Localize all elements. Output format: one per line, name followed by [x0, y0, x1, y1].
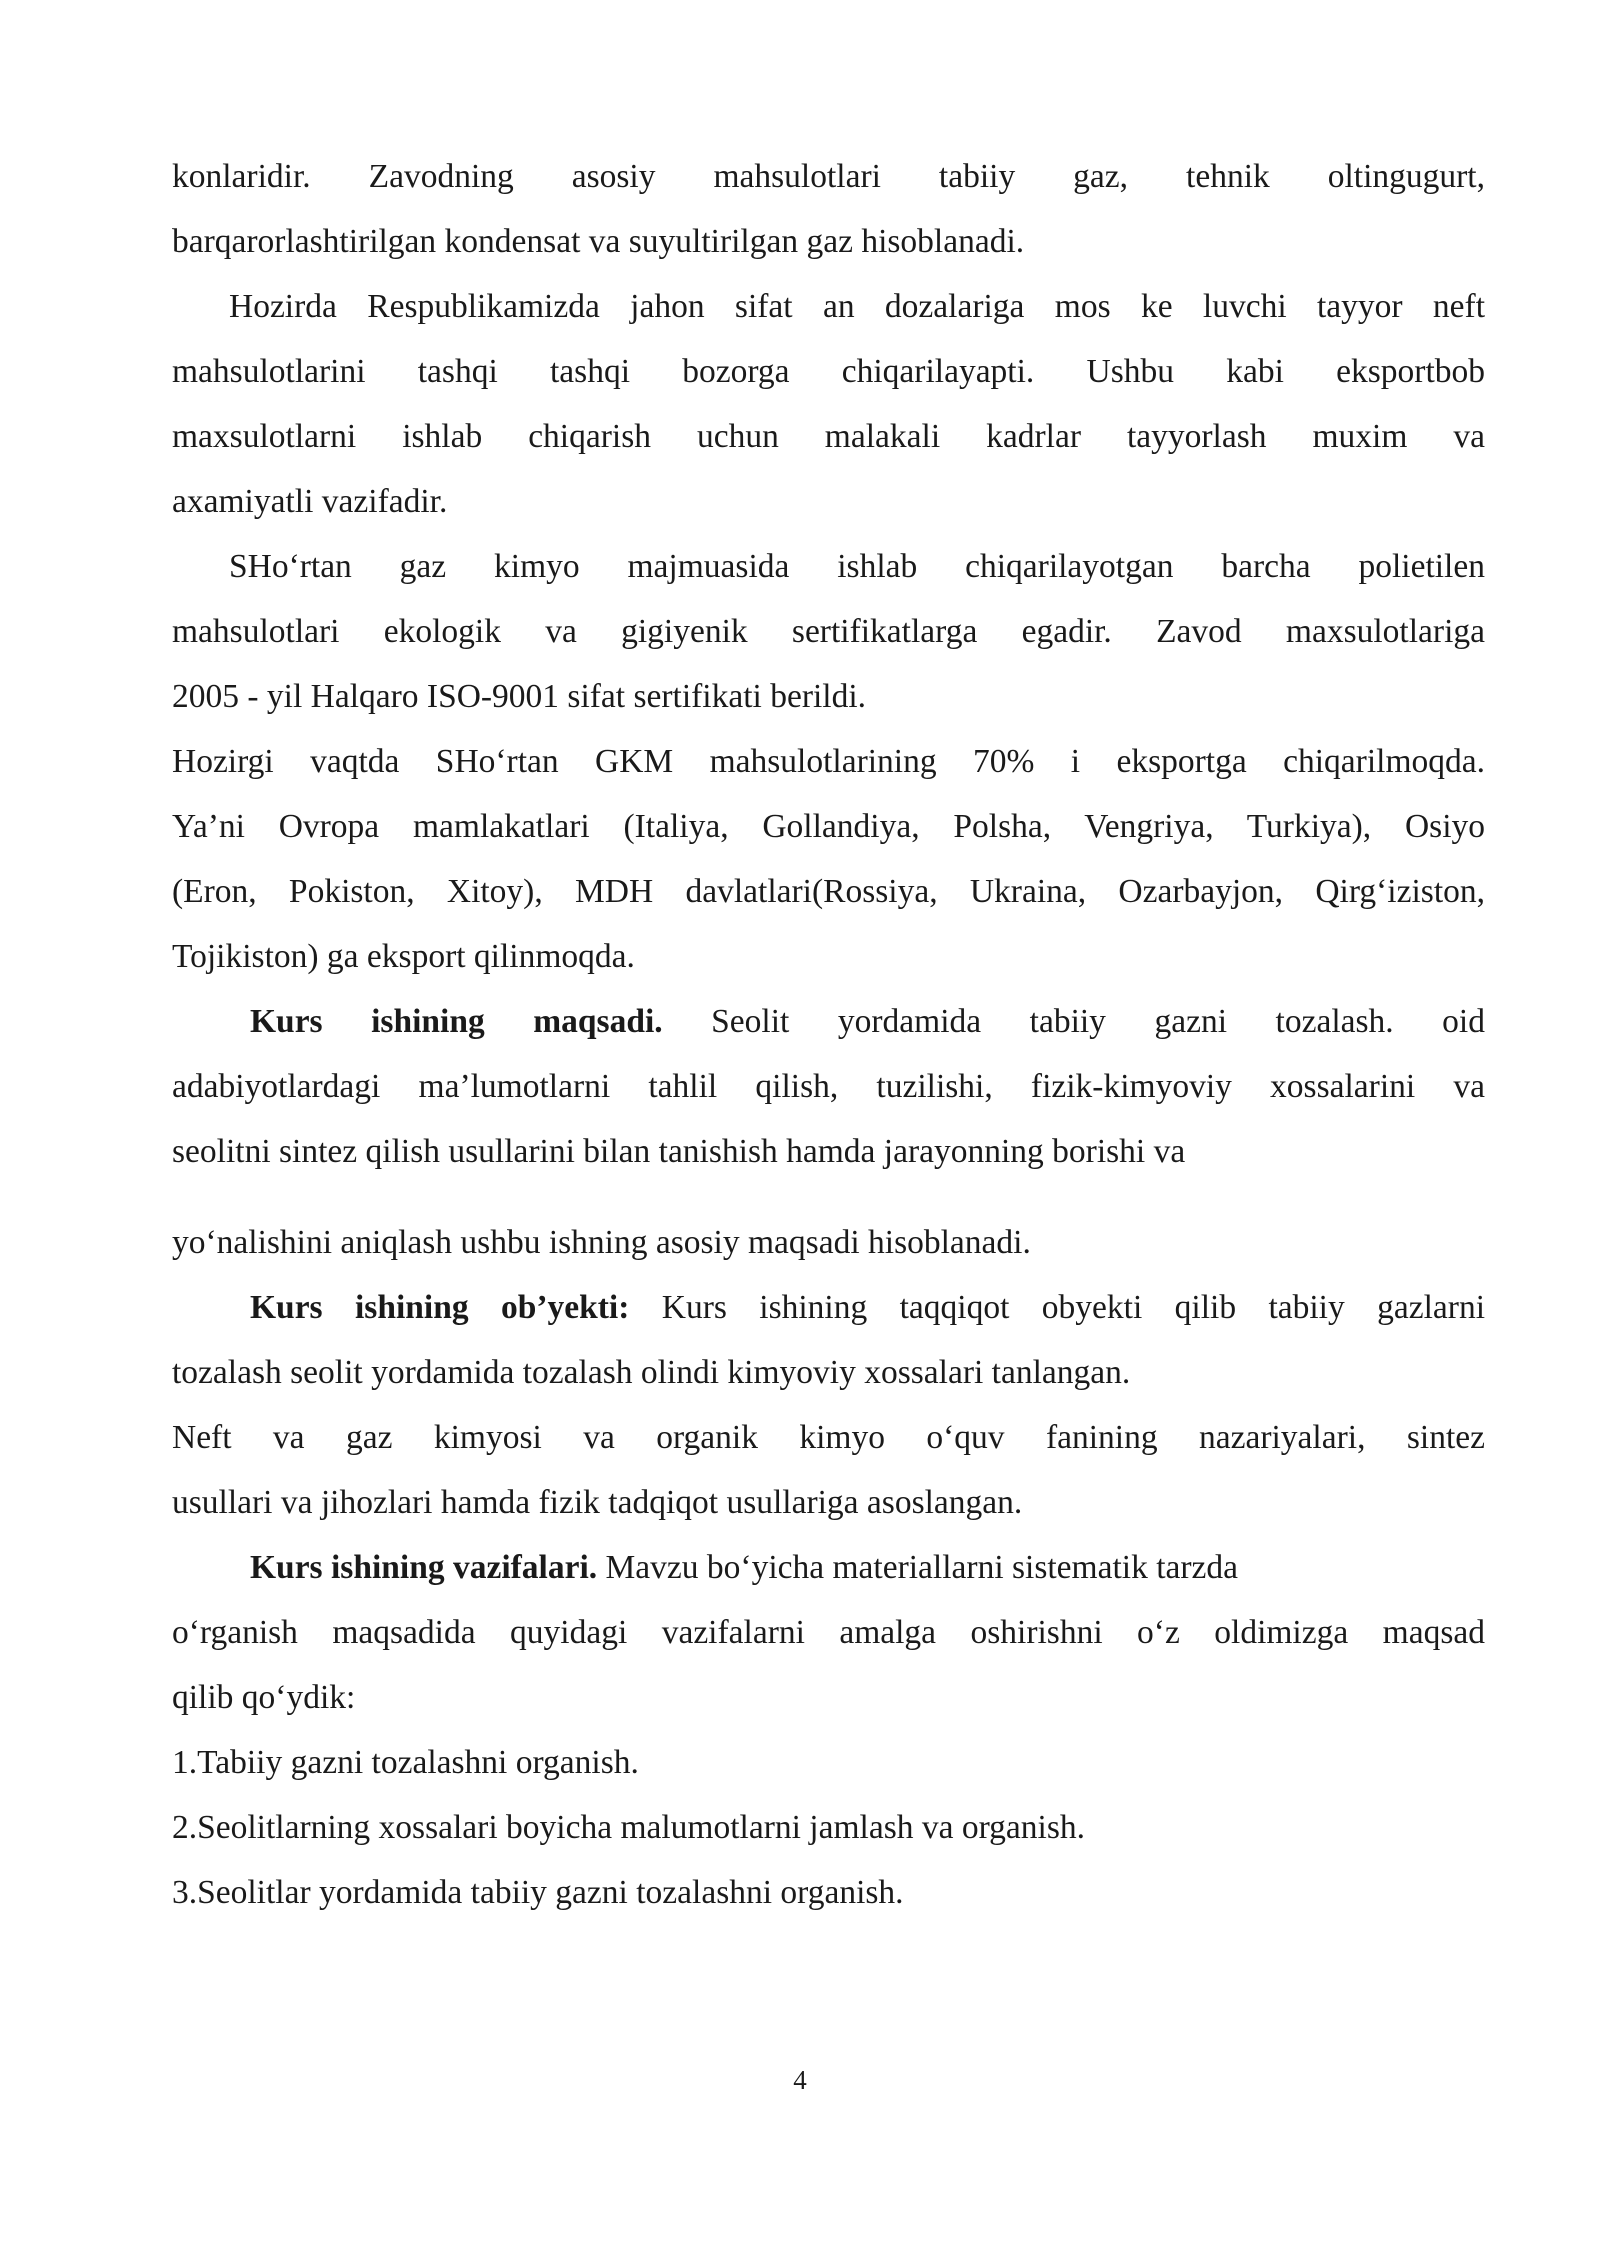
text-line: Ya’ni Ovropa mamlakatlari (Italiya, Gollandiya, Polsha, Vengriya, Turkiya), Osiyo [172, 808, 1485, 845]
text-line: yo‘nalishini aniqlash ushbu ishning asosiy maqsadi hisoblanadi. [172, 1224, 1031, 1261]
list-item: 1.Tabiiy gazni tozalashni organish. [172, 1744, 639, 1781]
section-heading-maqsadi: Kurs ishining maqsadi. [250, 1003, 663, 1040]
text-run: Mavzu bo‘yicha materiallarni sistematik tarzda [597, 1549, 1239, 1586]
text-run: Kurs ishining taqqiqot obyekti qilib tabiiy gazlarni [629, 1289, 1485, 1326]
text-line: seolitni sintez qilish usullarini bilan tanishish hamda jarayonning borishi va [172, 1133, 1186, 1170]
text-line: maxsulotlarni ishlab chiqarish uchun malakali kadrlar tayyorlash muxim va [172, 418, 1485, 455]
text-line: tozalash seolit yordamida tozalash olindi kimyoviy xossalari tanlangan. [172, 1354, 1131, 1391]
text-line: qilib qo‘ydik: [172, 1679, 356, 1716]
text-line: o‘rganish maqsadida quyidagi vazifalarni amalga oshirishni o‘z oldimizga maqsad [172, 1614, 1485, 1651]
text-line: adabiyotlardagi ma’lumotlarni tahlil qilish, tuzilishi, fizik-kimyoviy xossalarini va [172, 1068, 1485, 1105]
text-line: Hozirgi vaqtda SHo‘rtan GKM mahsulotlarining 70% i eksportga chiqarilmoqda. [172, 743, 1485, 780]
text-line [172, 989, 1485, 1054]
text-line: Neft va gaz kimyosi va organik kimyo o‘quv fanining nazariyalari, sintez [172, 1419, 1485, 1456]
section-heading-obyekti: Kurs ishining ob’yekti: [250, 1289, 630, 1326]
text-line: barqarorlashtirilgan kondensat va suyultirilgan gaz hisoblanadi. [172, 223, 1025, 260]
list-item: 3.Seolitlar yordamida tabiiy gazni tozalashni organish. [172, 1874, 904, 1911]
text-line: Hozirda Respublikamizda jahon sifat an dozalariga mos ke luvchi tayyor neft [229, 288, 1485, 325]
text-line: Tojikiston) ga eksport qilinmoqda. [172, 938, 635, 975]
page-number: 4 [793, 2065, 807, 2095]
text-line [172, 1535, 1485, 1600]
text-line: axamiyatli vazifadir. [172, 483, 448, 520]
section-heading-vazifalari: Kurs ishining vazifalari. [250, 1549, 598, 1586]
page-body [172, 144, 1485, 1925]
text-line: (Eron, Pokiston, Xitoy), MDH davlatlari(Rossiya, Ukraina, Ozarbayjon, Qirg‘iziston, [172, 873, 1485, 910]
text-line: usullari va jihozlari hamda fizik tadqiqot usullariga asoslangan. [172, 1484, 1023, 1521]
text-run: Seolit yordamida tabiiy gazni tozalash. oid [662, 1003, 1485, 1040]
text-line: konlaridir. Zavodning asosiy mahsulotlari tabiiy gaz, tehnik oltingugurt, [172, 158, 1485, 195]
list-item: 2.Seolitlarning xossalari boyicha malumotlarni jamlash va organish. [172, 1809, 1086, 1846]
text-line: 2005 - yil Halqaro ISO-9001 sifat sertifikati berildi. [172, 678, 867, 715]
text-line: SHo‘rtan gaz kimyo majmuasida ishlab chiqarilayotgan barcha polietilen [229, 548, 1485, 585]
text-line [172, 1275, 1485, 1340]
text-line: mahsulotlari ekologik va gigiyenik sertifikatlarga egadir. Zavod maxsulotlariga [172, 613, 1485, 650]
text-line: mahsulotlarini tashqi tashqi bozorga chiqarilayapti. Ushbu kabi eksportbob [172, 353, 1485, 390]
